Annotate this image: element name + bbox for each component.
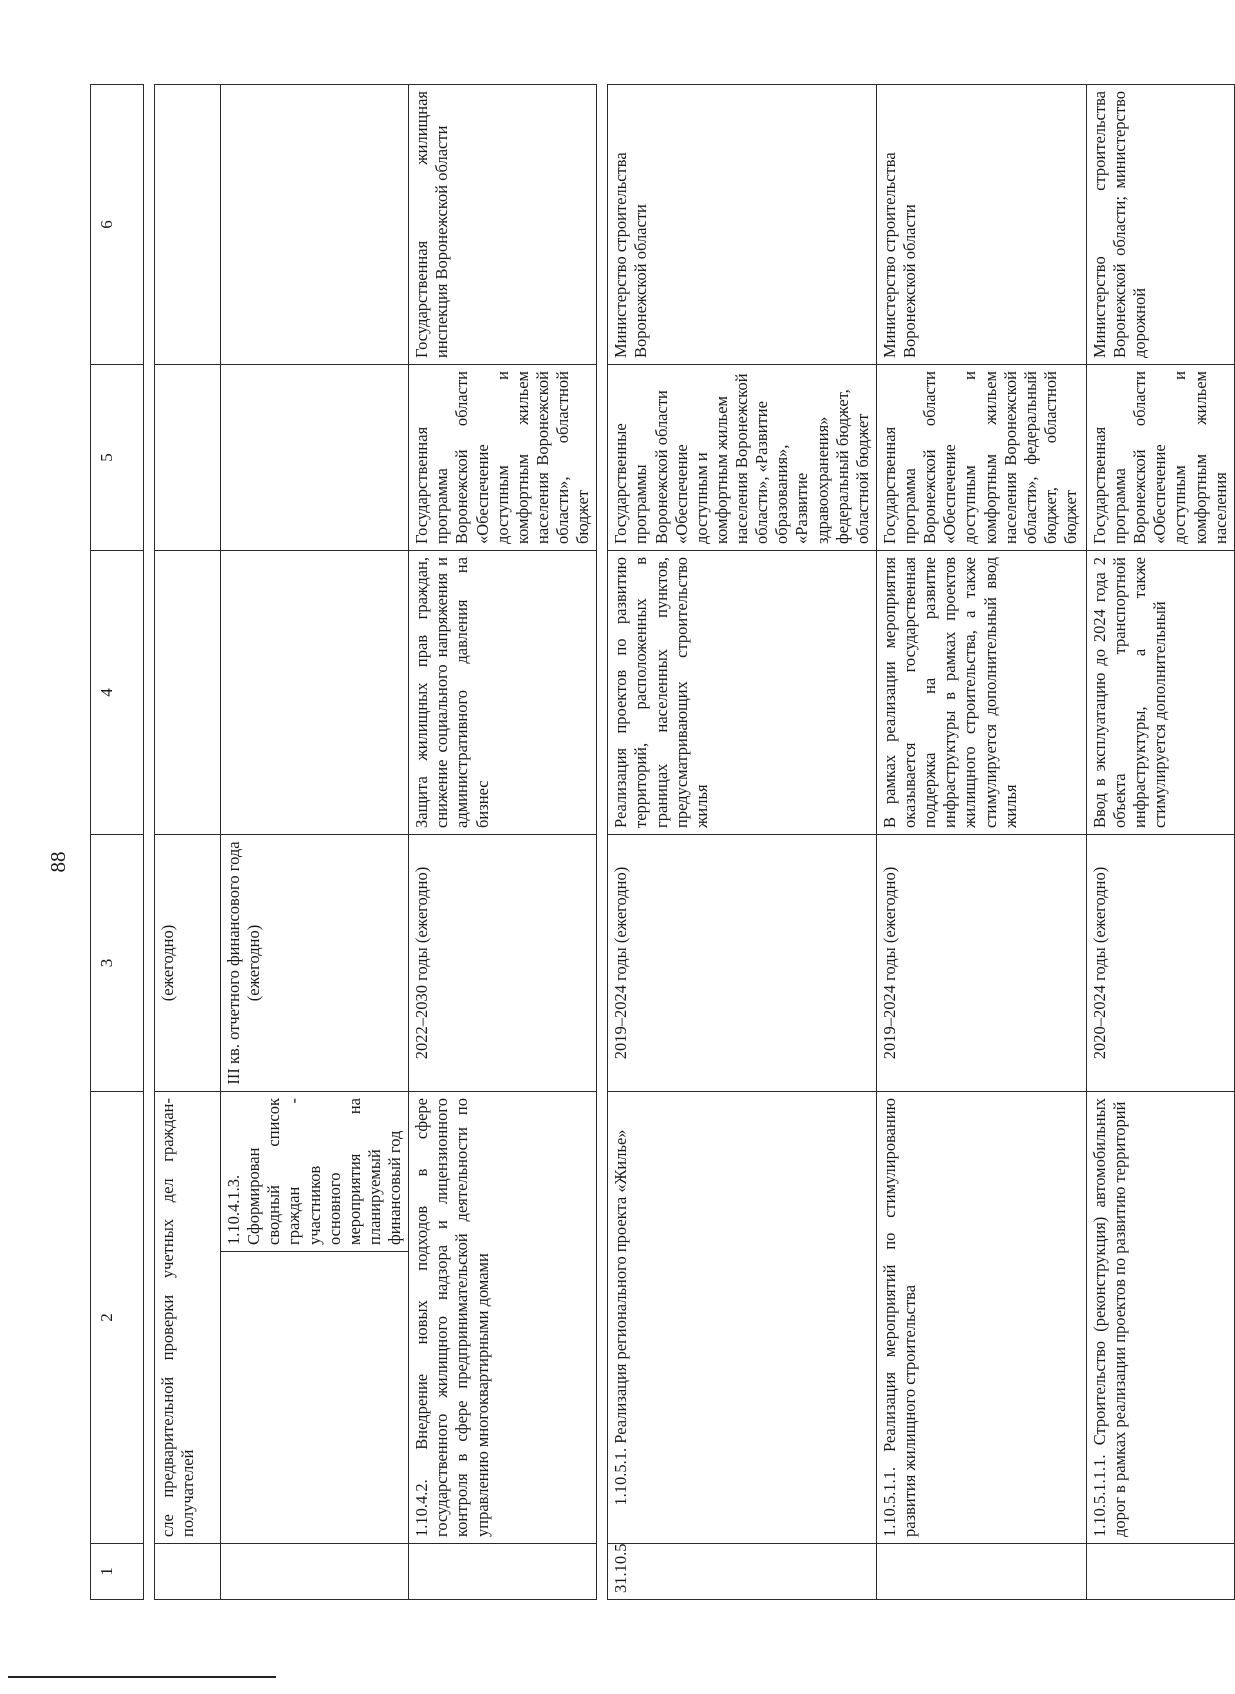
activity-cell: 1.10.4.2. Внедрение новых подходов в сфере государственного жилищного надзора и лицензионного контроля в сфере предпринимательской деятельности по управлению многоквартирными домами xyxy=(409,1092,597,1544)
bottom-rule xyxy=(8,1676,276,1678)
program-cell: Государственная программа Воронежской области «Обеспечение доступным и комфортным жильем населения Воронежской области», областной бюджет xyxy=(409,365,597,551)
document-table xyxy=(90,84,1235,1600)
table-row xyxy=(155,85,221,1600)
program-cell xyxy=(221,365,409,551)
result-cell: Реализация проектов по развитию территорий, расположенных в границах населенных пунктов, предусматривающих строительство жилья xyxy=(608,551,877,835)
period-cell: 2019–2024 годы (ежегодно) xyxy=(608,835,877,1092)
executor-cell: Министерство строительства Воронежской области xyxy=(608,85,877,365)
table-row xyxy=(221,85,409,1600)
executor-cell xyxy=(155,85,221,365)
table-row xyxy=(876,85,1086,1600)
row-number-cell xyxy=(221,1544,409,1600)
result-cell xyxy=(155,551,221,835)
row-number-cell xyxy=(876,1544,1086,1600)
activity-cell: 1.10.5.1.1.1. Строительство (реконструкция) автомобильных дорог в рамках реализации проектов по развитию территорий xyxy=(1086,1092,1234,1544)
header-col-5: 5 xyxy=(91,365,144,551)
header-col-1: 1 xyxy=(91,1544,144,1600)
header-row xyxy=(91,85,144,1600)
row-number-cell: 31.10.5 xyxy=(608,1544,877,1600)
period-cell: 2020–2024 годы (ежегодно) xyxy=(1086,835,1234,1092)
activity-cell: сле предварительной проверки учетных дел граждан-получателей xyxy=(155,1092,221,1544)
program-cell: Государственная программа Воронежской области «Обеспечение доступным и комфортным жильем населения Воронежской области», федеральный бюджет, областной бюджет xyxy=(876,365,1086,551)
executor-cell xyxy=(221,85,409,365)
row-number-cell xyxy=(155,1544,221,1600)
spacer-row xyxy=(597,85,608,1600)
period-cell: (ежегодно) xyxy=(155,835,221,1092)
result-cell: В рамках реализации мероприятия оказывается государственная поддержка на развитие инфраструктуры в рамках проектов жилищного строительства, а также стимулируется дополнительный ввод жилья xyxy=(876,551,1086,835)
activity-cell: 1.10.5.1.1. Реализация мероприятий по стимулированию развития жилищного строительства xyxy=(876,1092,1086,1544)
table-row xyxy=(409,85,597,1600)
executor-cell: Министерство строительства Воронежской области; министерство дорожной xyxy=(1086,85,1234,365)
program-cell xyxy=(155,365,221,551)
result-cell: Ввод в эксплуатацию до 2024 года 2 объекта транспортной инфраструктуры, а также стимулируется дополнительный xyxy=(1086,551,1234,835)
period-cell: 2022–2030 годы (ежегодно) xyxy=(409,835,597,1092)
rotated-table-container xyxy=(90,85,1230,1600)
indent-cell xyxy=(221,1252,409,1544)
table-row xyxy=(1086,85,1234,1600)
program-cell: Государственные программы Воронежской области «Обеспечение доступным и комфортным жильем населения Воронежской области», «Развитие образования», «Развитие здравоохранения» федеральный бюджет, областной бюджет xyxy=(608,365,877,551)
spacer-row xyxy=(144,85,155,1600)
period-cell: 2019–2024 годы (ежегодно) xyxy=(876,835,1086,1092)
header-col-3: 3 xyxy=(91,835,144,1092)
result-cell xyxy=(221,551,409,835)
row-number-cell xyxy=(409,1544,597,1600)
executor-cell: Министерство строительства Воронежской области xyxy=(876,85,1086,365)
table-row xyxy=(608,85,877,1600)
header-col-2: 2 xyxy=(91,1092,144,1544)
period-cell: III кв. отчетного финансового года (ежегодно) xyxy=(221,835,409,1092)
program-cell: Государственная программа Воронежской области «Обеспечение доступным и комфортным жильем населения xyxy=(1086,365,1234,551)
result-cell: Защита жилищных прав граждан, снижение социального напряжения и административного давления на бизнес xyxy=(409,551,597,835)
header-col-4: 4 xyxy=(91,551,144,835)
header-col-6: 6 xyxy=(91,85,144,365)
row-number-cell xyxy=(1086,1544,1234,1600)
page-number: 88 xyxy=(46,851,70,873)
activity-cell: 1.10.5.1. Реализация регионального проекта «Жилье» xyxy=(608,1092,877,1544)
activity-cell: 1.10.4.1.3. Сформирован сводный список граждан - участников основного мероприятия на планируемый финансовый год xyxy=(221,1092,409,1252)
executor-cell: Государственная жилищная инспекция Воронежской области xyxy=(409,85,597,365)
